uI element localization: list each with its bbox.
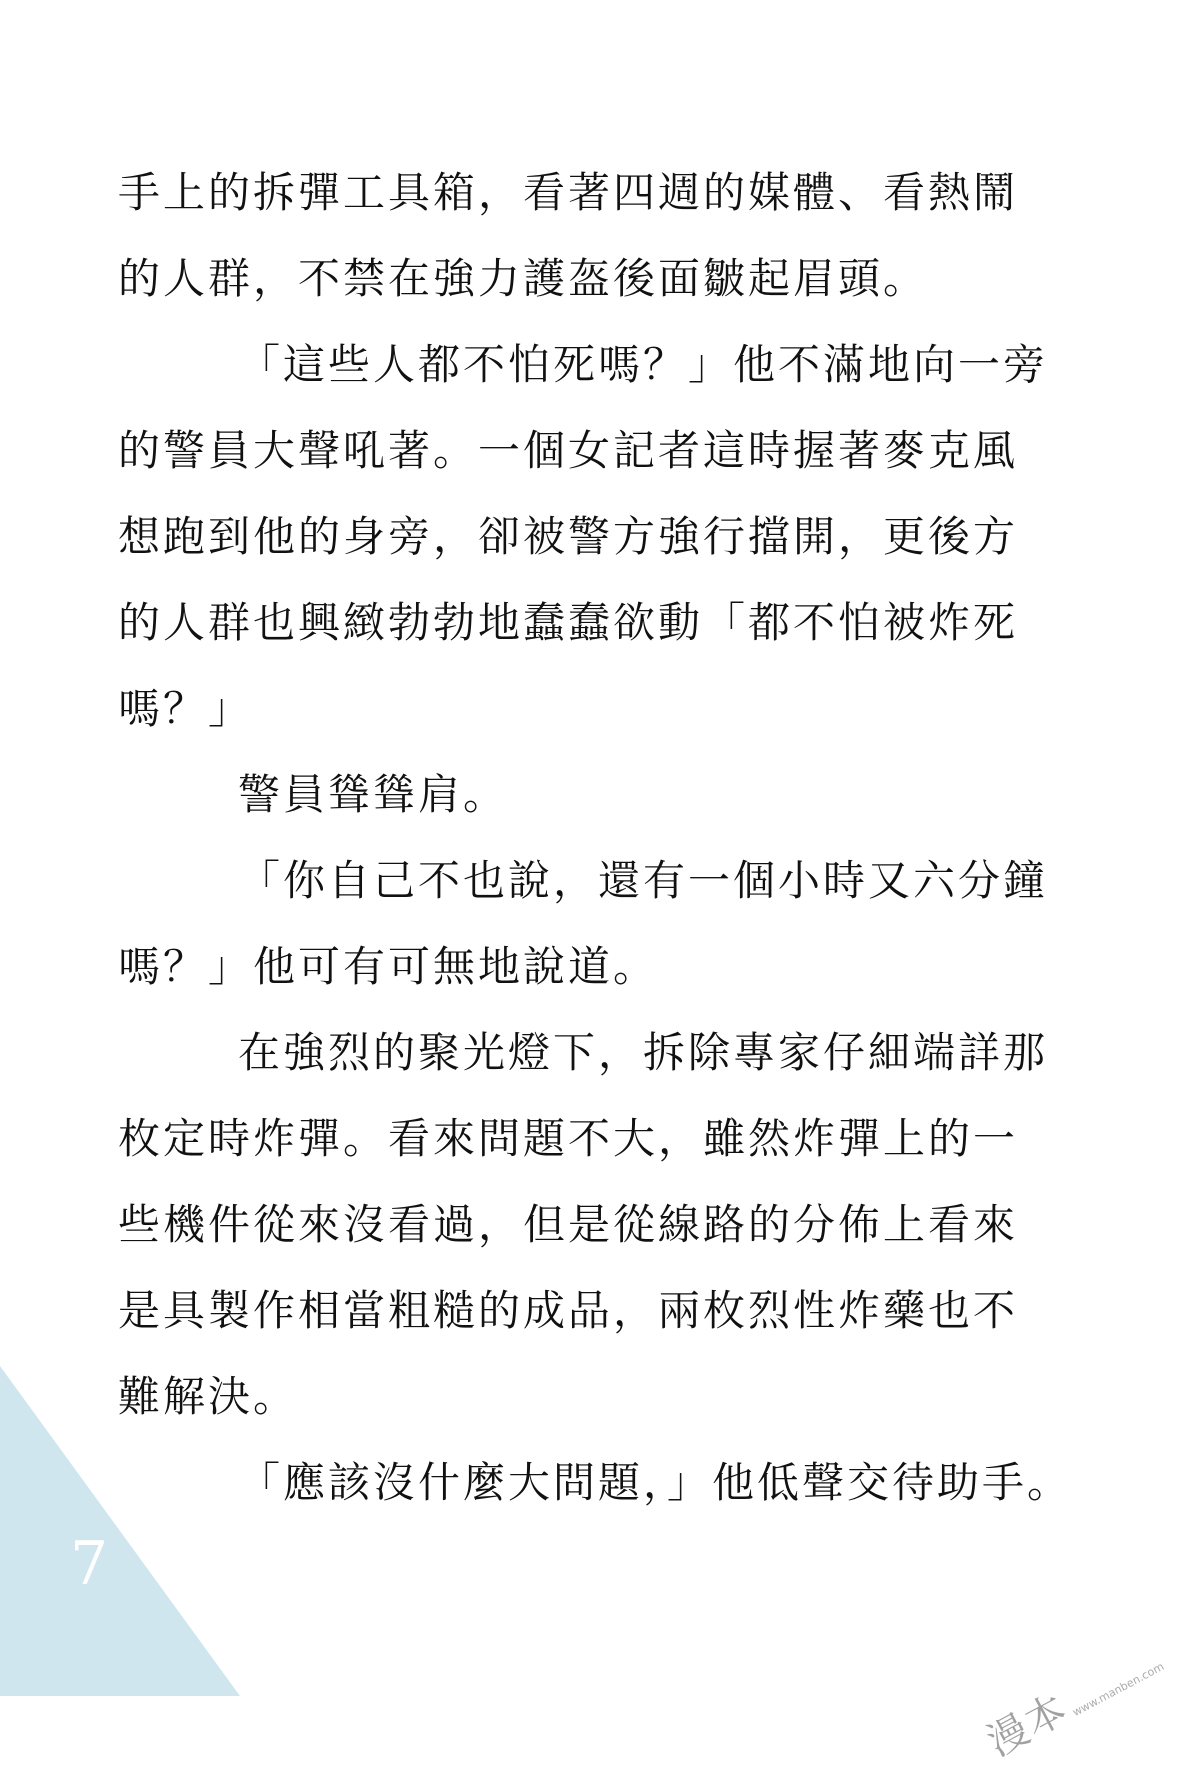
text-line: 是具製作相當粗糙的成品，兩枚烈性炸藥也不 bbox=[118, 1286, 1019, 1335]
watermark-logo: 漫本 bbox=[980, 1685, 1077, 1766]
text-line: 嗎？」 bbox=[118, 684, 254, 733]
text-line: 些機件從來沒看過，但是從線路的分佈上看來 bbox=[118, 1200, 1019, 1249]
text-line: 「應該沒什麼大問題，」他低聲交待助手。 bbox=[238, 1458, 1073, 1507]
text-line: 手上的拆彈工具箱，看著四週的媒體、看熱鬧 bbox=[118, 168, 1019, 217]
page-number: 7 bbox=[70, 1529, 109, 1599]
text-line: 難解決。 bbox=[118, 1372, 299, 1421]
watermark bbox=[980, 1639, 1168, 1766]
text-line: 的人群，不禁在強力護盔後面皺起眉頭。 bbox=[118, 254, 929, 303]
text-line: 「這些人都不怕死嗎？」他不滿地向一旁 bbox=[238, 340, 1049, 389]
text-line: 的人群也興緻勃勃地蠢蠢欲動「都不怕被炸死 bbox=[118, 598, 1019, 647]
text-line: 警員聳聳肩。 bbox=[238, 770, 509, 819]
text-line: 嗎？」他可有可無地說道。 bbox=[118, 942, 659, 991]
text-line: 「你自己不也說，還有一個小時又六分鐘 bbox=[238, 856, 1049, 905]
text-line: 想跑到他的身旁，卻被警方強行擋開，更後方 bbox=[118, 512, 1019, 561]
text-line: 枚定時炸彈。看來問題不大，雖然炸彈上的一 bbox=[118, 1114, 1019, 1163]
text-line: 在強烈的聚光燈下，拆除專家仔細端詳那 bbox=[238, 1028, 1049, 1077]
watermark-url: www.manben.com bbox=[1070, 1659, 1167, 1720]
text-line: 的警員大聲吼著。一個女記者這時握著麥克風 bbox=[118, 426, 1019, 475]
body-text bbox=[118, 150, 1090, 1526]
corner-decoration bbox=[0, 1366, 240, 1696]
